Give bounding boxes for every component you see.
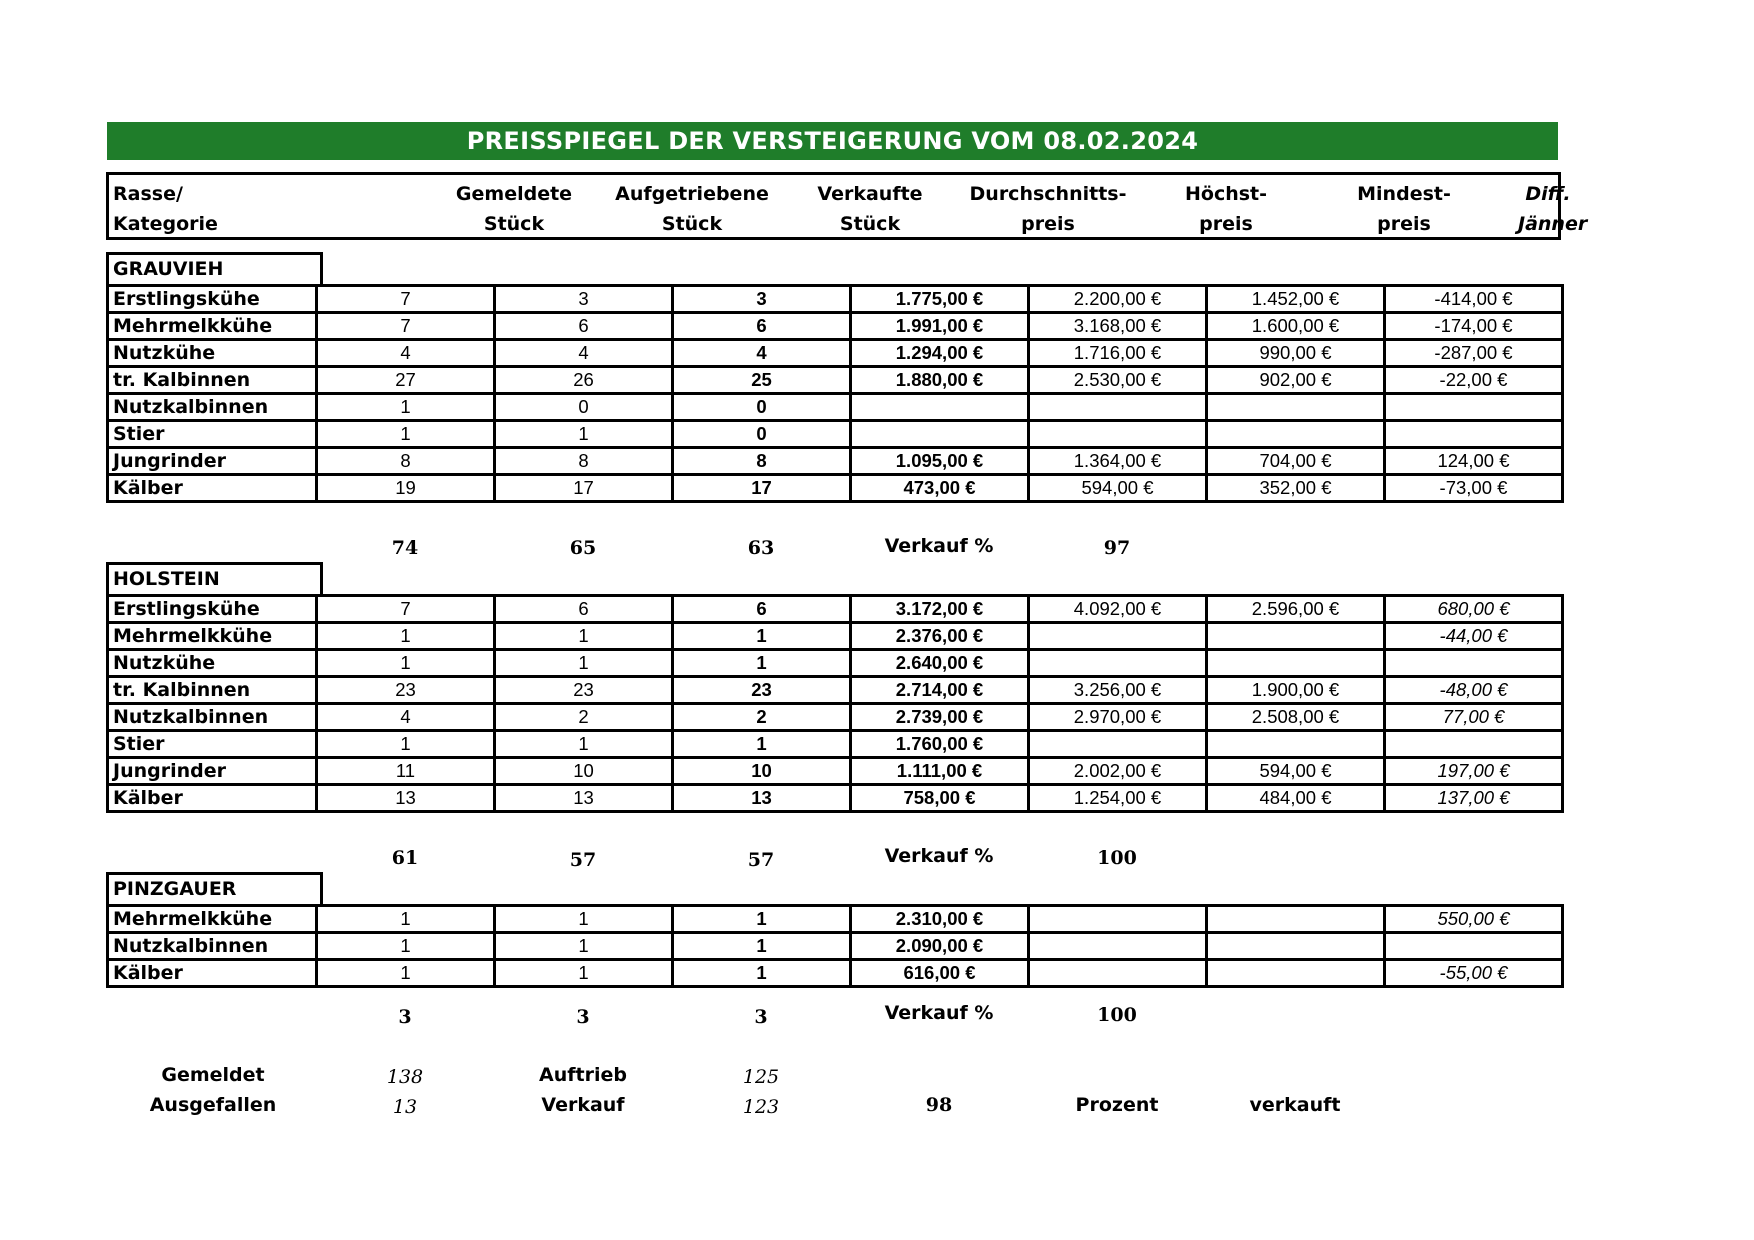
mindestpreis-cell: 1.900,00 € xyxy=(1207,677,1385,704)
category-cell: Stier xyxy=(108,731,317,758)
gemeldet-cell: 7 xyxy=(317,596,495,623)
table-row xyxy=(108,313,1563,340)
durchschnittspreis-cell: 1.991,00 € xyxy=(851,313,1029,340)
gemeldet-cell: 1 xyxy=(317,650,495,677)
durchschnittspreis-cell: 1.294,00 € xyxy=(851,340,1029,367)
hoechstpreis-cell xyxy=(1029,421,1207,448)
table-row xyxy=(108,785,1563,812)
grauvieh-verkauf-percent: 97 xyxy=(1103,537,1131,559)
summary-verkauft-label: verkauft xyxy=(1249,1094,1341,1116)
mindestpreis-cell xyxy=(1207,960,1385,987)
durchschnittspreis-cell: 1.760,00 € xyxy=(851,731,1029,758)
aufgetrieben-cell: 6 xyxy=(495,596,673,623)
table-row xyxy=(108,421,1563,448)
grauvieh-table xyxy=(106,284,1564,503)
header-rasse: Rasse/ Kategorie xyxy=(113,183,218,235)
section-label-grauvieh: GRAUVIEH xyxy=(106,252,323,287)
summary-percent-value: 98 xyxy=(925,1094,953,1116)
grauvieh-total-verkauft: 63 xyxy=(747,537,775,559)
gemeldet-cell: 1 xyxy=(317,960,495,987)
durchschnittspreis-cell: 1.775,00 € xyxy=(851,286,1029,313)
diff-jaenner-cell: -22,00 € xyxy=(1385,367,1563,394)
aufgetrieben-cell: 3 xyxy=(495,286,673,313)
gemeldet-cell: 1 xyxy=(317,731,495,758)
mindestpreis-cell: 704,00 € xyxy=(1207,448,1385,475)
header-diff-jaenner: Diff. Jänner xyxy=(1518,183,1588,235)
holstein-verkauf-percent: 100 xyxy=(1097,847,1137,869)
verkauft-cell: 4 xyxy=(673,340,851,367)
aufgetrieben-cell: 1 xyxy=(495,731,673,758)
verkauft-cell: 1 xyxy=(673,731,851,758)
diff-jaenner-cell: -73,00 € xyxy=(1385,475,1563,502)
mindestpreis-cell: 902,00 € xyxy=(1207,367,1385,394)
header-verkaufte: Verkaufte Stück xyxy=(817,183,923,235)
diff-jaenner-cell xyxy=(1385,394,1563,421)
summary-verkauf-label: Verkauf xyxy=(541,1094,625,1116)
diff-jaenner-cell: 137,00 € xyxy=(1385,785,1563,812)
category-cell: Erstlingskühe xyxy=(108,286,317,313)
table-row xyxy=(108,340,1563,367)
aufgetrieben-cell: 4 xyxy=(495,340,673,367)
header-hoechstpreis: Höchst- preis xyxy=(1184,183,1268,235)
category-cell: Jungrinder xyxy=(108,448,317,475)
verkauft-cell: 17 xyxy=(673,475,851,502)
gemeldet-cell: 11 xyxy=(317,758,495,785)
pinzgauer-verkauf-percent: 100 xyxy=(1097,1004,1137,1026)
mindestpreis-cell xyxy=(1207,933,1385,960)
header-mindestpreis: Mindest- preis xyxy=(1357,183,1451,235)
diff-jaenner-cell xyxy=(1385,933,1563,960)
category-cell: Mehrmelkkühe xyxy=(108,623,317,650)
gemeldet-cell: 1 xyxy=(317,906,495,933)
table-row xyxy=(108,731,1563,758)
hoechstpreis-cell xyxy=(1029,394,1207,421)
durchschnittspreis-cell xyxy=(851,394,1029,421)
diff-jaenner-cell: 550,00 € xyxy=(1385,906,1563,933)
gemeldet-cell: 19 xyxy=(317,475,495,502)
pinzgauer-verkauf-label: Verkauf % xyxy=(884,1002,994,1024)
gemeldet-cell: 27 xyxy=(317,367,495,394)
gemeldet-cell: 13 xyxy=(317,785,495,812)
aufgetrieben-cell: 17 xyxy=(495,475,673,502)
gemeldet-cell: 1 xyxy=(317,623,495,650)
hoechstpreis-cell xyxy=(1029,650,1207,677)
mindestpreis-cell xyxy=(1207,906,1385,933)
verkauft-cell: 3 xyxy=(673,286,851,313)
category-cell: Stier xyxy=(108,421,317,448)
aufgetrieben-cell: 13 xyxy=(495,785,673,812)
verkauft-cell: 1 xyxy=(673,933,851,960)
table-row xyxy=(108,286,1563,313)
section-label-pinzgauer: PINZGAUER xyxy=(106,872,323,907)
aufgetrieben-cell: 6 xyxy=(495,313,673,340)
gemeldet-cell: 4 xyxy=(317,704,495,731)
diff-jaenner-cell xyxy=(1385,731,1563,758)
durchschnittspreis-cell: 473,00 € xyxy=(851,475,1029,502)
aufgetrieben-cell: 2 xyxy=(495,704,673,731)
diff-jaenner-cell: 197,00 € xyxy=(1385,758,1563,785)
hoechstpreis-cell xyxy=(1029,623,1207,650)
category-cell: Nutzkühe xyxy=(108,340,317,367)
verkauft-cell: 13 xyxy=(673,785,851,812)
section-label-holstein: HOLSTEIN xyxy=(106,562,323,597)
table-row xyxy=(108,475,1563,502)
category-cell: Kälber xyxy=(108,960,317,987)
verkauft-cell: 1 xyxy=(673,650,851,677)
table-row xyxy=(108,960,1563,987)
holstein-total-verkauft: 57 xyxy=(747,849,775,871)
durchschnittspreis-cell: 616,00 € xyxy=(851,960,1029,987)
hoechstpreis-cell: 2.002,00 € xyxy=(1029,758,1207,785)
category-cell: tr. Kalbinnen xyxy=(108,677,317,704)
aufgetrieben-cell: 1 xyxy=(495,623,673,650)
gemeldet-cell: 7 xyxy=(317,313,495,340)
summary-prozent-label: Prozent xyxy=(1075,1094,1159,1116)
hoechstpreis-cell: 2.970,00 € xyxy=(1029,704,1207,731)
verkauft-cell: 0 xyxy=(673,421,851,448)
hoechstpreis-cell: 3.256,00 € xyxy=(1029,677,1207,704)
holstein-table xyxy=(106,594,1564,813)
verkauft-cell: 1 xyxy=(673,623,851,650)
table-row xyxy=(108,448,1563,475)
hoechstpreis-cell: 4.092,00 € xyxy=(1029,596,1207,623)
page-title: PREISSPIEGEL DER VERSTEIGERUNG VOM 08.02.2024 xyxy=(107,122,1558,160)
mindestpreis-cell: 2.508,00 € xyxy=(1207,704,1385,731)
aufgetrieben-cell: 1 xyxy=(495,421,673,448)
holstein-total-gemeldet: 61 xyxy=(391,847,419,869)
mindestpreis-cell: 1.452,00 € xyxy=(1207,286,1385,313)
hoechstpreis-cell xyxy=(1029,906,1207,933)
pinzgauer-total-aufgetrieben: 3 xyxy=(576,1006,590,1028)
diff-jaenner-cell xyxy=(1385,650,1563,677)
hoechstpreis-cell: 1.254,00 € xyxy=(1029,785,1207,812)
diff-jaenner-cell: -174,00 € xyxy=(1385,313,1563,340)
diff-jaenner-cell: -48,00 € xyxy=(1385,677,1563,704)
aufgetrieben-cell: 10 xyxy=(495,758,673,785)
summary-gemeldet-value: 138 xyxy=(386,1066,424,1088)
verkauft-cell: 6 xyxy=(673,596,851,623)
gemeldet-cell: 8 xyxy=(317,448,495,475)
diff-jaenner-cell: -44,00 € xyxy=(1385,623,1563,650)
gemeldet-cell: 1 xyxy=(317,394,495,421)
table-row xyxy=(108,650,1563,677)
summary-ausgefallen-value: 13 xyxy=(392,1096,418,1118)
category-cell: Kälber xyxy=(108,785,317,812)
summary-auftrieb-value: 125 xyxy=(742,1066,780,1088)
gemeldet-cell: 1 xyxy=(317,933,495,960)
gemeldet-cell: 1 xyxy=(317,421,495,448)
mindestpreis-cell xyxy=(1207,394,1385,421)
aufgetrieben-cell: 8 xyxy=(495,448,673,475)
summary-gemeldet-label: Gemeldet xyxy=(161,1064,265,1086)
verkauft-cell: 23 xyxy=(673,677,851,704)
mindestpreis-cell: 2.596,00 € xyxy=(1207,596,1385,623)
category-cell: Nutzkalbinnen xyxy=(108,394,317,421)
verkauft-cell: 1 xyxy=(673,960,851,987)
table-row xyxy=(108,367,1563,394)
durchschnittspreis-cell xyxy=(851,421,1029,448)
diff-jaenner-cell: -55,00 € xyxy=(1385,960,1563,987)
grauvieh-total-aufgetrieben: 65 xyxy=(569,537,597,559)
diff-jaenner-cell: 680,00 € xyxy=(1385,596,1563,623)
diff-jaenner-cell xyxy=(1385,421,1563,448)
diff-jaenner-cell: -287,00 € xyxy=(1385,340,1563,367)
category-cell: Erstlingskühe xyxy=(108,596,317,623)
verkauft-cell: 8 xyxy=(673,448,851,475)
summary-auftrieb-label: Auftrieb xyxy=(539,1064,627,1086)
category-cell: Mehrmelkkühe xyxy=(108,313,317,340)
category-cell: Kälber xyxy=(108,475,317,502)
mindestpreis-cell: 484,00 € xyxy=(1207,785,1385,812)
durchschnittspreis-cell: 2.640,00 € xyxy=(851,650,1029,677)
header-durchschnittspreis: Durchschnitts- preis xyxy=(969,183,1127,235)
table-row xyxy=(108,704,1563,731)
summary-verkauf-value: 123 xyxy=(742,1096,780,1118)
verkauft-cell: 6 xyxy=(673,313,851,340)
mindestpreis-cell: 990,00 € xyxy=(1207,340,1385,367)
durchschnittspreis-cell: 1.111,00 € xyxy=(851,758,1029,785)
hoechstpreis-cell: 2.200,00 € xyxy=(1029,286,1207,313)
aufgetrieben-cell: 23 xyxy=(495,677,673,704)
table-row xyxy=(108,933,1563,960)
category-cell: Nutzkalbinnen xyxy=(108,704,317,731)
table-row xyxy=(108,677,1563,704)
aufgetrieben-cell: 1 xyxy=(495,933,673,960)
header-gemeldete: Gemeldete Stück xyxy=(455,183,573,235)
table-header xyxy=(106,172,1588,240)
pinzgauer-total-verkauft: 3 xyxy=(754,1006,768,1028)
mindestpreis-cell: 594,00 € xyxy=(1207,758,1385,785)
table-row xyxy=(108,394,1563,421)
verkauft-cell: 0 xyxy=(673,394,851,421)
gemeldet-cell: 7 xyxy=(317,286,495,313)
aufgetrieben-cell: 1 xyxy=(495,650,673,677)
grauvieh-verkauf-label: Verkauf % xyxy=(884,535,994,557)
aufgetrieben-cell: 1 xyxy=(495,906,673,933)
durchschnittspreis-cell: 758,00 € xyxy=(851,785,1029,812)
diff-jaenner-cell: 77,00 € xyxy=(1385,704,1563,731)
durchschnittspreis-cell: 1.095,00 € xyxy=(851,448,1029,475)
table-row xyxy=(108,758,1563,785)
gemeldet-cell: 23 xyxy=(317,677,495,704)
category-cell: tr. Kalbinnen xyxy=(108,367,317,394)
pinzgauer-table xyxy=(106,904,1564,988)
diff-jaenner-cell: -414,00 € xyxy=(1385,286,1563,313)
verkauft-cell: 10 xyxy=(673,758,851,785)
pinzgauer-total-gemeldet: 3 xyxy=(398,1006,412,1028)
aufgetrieben-cell: 1 xyxy=(495,960,673,987)
grauvieh-total-gemeldet: 74 xyxy=(391,537,419,559)
category-cell: Nutzkühe xyxy=(108,650,317,677)
durchschnittspreis-cell: 3.172,00 € xyxy=(851,596,1029,623)
summary-ausgefallen-label: Ausgefallen xyxy=(149,1094,277,1116)
mindestpreis-cell xyxy=(1207,731,1385,758)
mindestpreis-cell xyxy=(1207,650,1385,677)
hoechstpreis-cell xyxy=(1029,731,1207,758)
table-row xyxy=(108,906,1563,933)
gemeldet-cell: 4 xyxy=(317,340,495,367)
verkauft-cell: 1 xyxy=(673,906,851,933)
diff-jaenner-cell: 124,00 € xyxy=(1385,448,1563,475)
verkauft-cell: 25 xyxy=(673,367,851,394)
aufgetrieben-cell: 0 xyxy=(495,394,673,421)
mindestpreis-cell xyxy=(1207,421,1385,448)
table-row xyxy=(108,596,1563,623)
mindestpreis-cell xyxy=(1207,623,1385,650)
category-cell: Mehrmelkkühe xyxy=(108,906,317,933)
verkauft-cell: 2 xyxy=(673,704,851,731)
hoechstpreis-cell: 594,00 € xyxy=(1029,475,1207,502)
durchschnittspreis-cell: 2.376,00 € xyxy=(851,623,1029,650)
durchschnittspreis-cell: 2.739,00 € xyxy=(851,704,1029,731)
hoechstpreis-cell: 1.364,00 € xyxy=(1029,448,1207,475)
durchschnittspreis-cell: 2.310,00 € xyxy=(851,906,1029,933)
table-row xyxy=(108,623,1563,650)
category-cell: Nutzkalbinnen xyxy=(108,933,317,960)
durchschnittspreis-cell: 2.090,00 € xyxy=(851,933,1029,960)
mindestpreis-cell: 352,00 € xyxy=(1207,475,1385,502)
hoechstpreis-cell: 2.530,00 € xyxy=(1029,367,1207,394)
header-aufgetriebene: Aufgetriebene Stück xyxy=(615,183,769,235)
mindestpreis-cell: 1.600,00 € xyxy=(1207,313,1385,340)
hoechstpreis-cell xyxy=(1029,933,1207,960)
durchschnittspreis-cell: 2.714,00 € xyxy=(851,677,1029,704)
holstein-total-aufgetrieben: 57 xyxy=(569,849,597,871)
category-cell: Jungrinder xyxy=(108,758,317,785)
durchschnittspreis-cell: 1.880,00 € xyxy=(851,367,1029,394)
hoechstpreis-cell: 1.716,00 € xyxy=(1029,340,1207,367)
holstein-verkauf-label: Verkauf % xyxy=(884,845,994,867)
hoechstpreis-cell xyxy=(1029,960,1207,987)
aufgetrieben-cell: 26 xyxy=(495,367,673,394)
hoechstpreis-cell: 3.168,00 € xyxy=(1029,313,1207,340)
